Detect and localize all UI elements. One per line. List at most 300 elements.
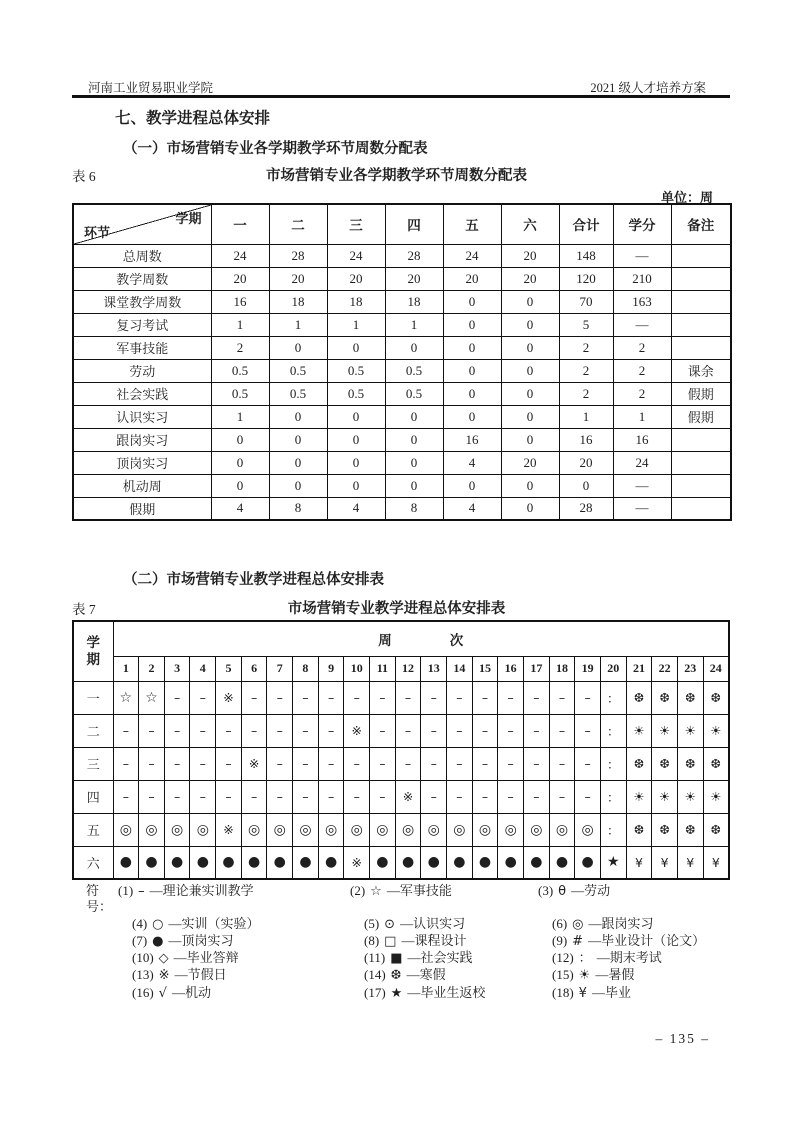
table7-week-cell: – <box>241 780 267 813</box>
table7-week-number: 2 <box>139 656 165 681</box>
table6-cell: 0 <box>327 474 385 497</box>
legend-item-symbol: # <box>572 933 584 949</box>
table7-week-cell: – <box>498 780 524 813</box>
legend-row <box>86 883 734 916</box>
legend-item-symbol: ¥ <box>578 985 587 1001</box>
table7-week-number: 17 <box>524 656 550 681</box>
legend-item-desc: —节假日 <box>174 967 227 983</box>
legend-item-number: (14) <box>364 967 386 983</box>
table6-cell: 0 <box>211 451 269 474</box>
legend-item <box>350 916 538 933</box>
table6-cell: 0 <box>269 428 327 451</box>
table7-week-cell: ❆ <box>703 681 729 714</box>
table6-cell: — <box>613 474 671 497</box>
table7-week-cell: – <box>216 747 242 780</box>
table7-week-cell: – <box>447 681 473 714</box>
table6-cell: 0 <box>501 405 559 428</box>
table7-week-cell: ※ <box>216 681 242 714</box>
legend-item-symbol: ☆ <box>370 884 382 899</box>
table7-semester-row <box>73 681 729 714</box>
table6-row-label: 社会实践 <box>73 382 211 405</box>
table7-week-cell: – <box>344 681 370 714</box>
table7-week-cell: ¥ <box>677 846 703 879</box>
table7-week-number: 10 <box>344 656 370 681</box>
legend-item-desc: —寒假 <box>406 967 446 983</box>
table7-week-cell: ❆ <box>626 813 652 846</box>
table7-week-cell: – <box>395 747 421 780</box>
table6-cell: 4 <box>211 497 269 520</box>
table7-week-cell: – <box>113 747 139 780</box>
table7-week-cell: – <box>549 747 575 780</box>
legend-item-desc: —顶岗实习 <box>168 932 234 948</box>
table7-semester-row <box>73 780 729 813</box>
legend-item-symbol: √ <box>158 985 167 1001</box>
legend-item-desc: —理论兼实训教学 <box>149 883 254 898</box>
table6-cell: 2 <box>613 336 671 359</box>
table7-week-cell: ※ <box>344 714 370 747</box>
legend-prefix <box>86 916 118 933</box>
legend-item-desc: —暑假 <box>595 967 635 983</box>
table7-week-cell: ● <box>370 846 396 879</box>
table6-cell: 0 <box>501 290 559 313</box>
table7-week-number: 12 <box>395 656 421 681</box>
table6-column-header: 五 <box>443 204 501 244</box>
table7-week-number: 5 <box>216 656 242 681</box>
table6-cell: 0 <box>559 474 613 497</box>
table6-cell: 20 <box>501 267 559 290</box>
table6-row-label: 复习考试 <box>73 313 211 336</box>
table7-week-cell: – <box>421 780 447 813</box>
table6-cell: 28 <box>269 244 327 267</box>
table7-week-number: 21 <box>626 656 652 681</box>
table7-week-cell: ¥ <box>626 846 652 879</box>
table7-week-cell: ◎ <box>318 813 344 846</box>
table6-row <box>73 313 731 336</box>
table6-cell: 20 <box>443 267 501 290</box>
legend-row <box>86 916 734 933</box>
table6-cell: 18 <box>327 290 385 313</box>
table7-week-cell: – <box>267 780 293 813</box>
table7-week-cell: – <box>498 747 524 780</box>
legend-item-symbol: ★ <box>390 985 403 1001</box>
table6-cell: 0 <box>385 474 443 497</box>
table7-semester-label: 二 <box>73 714 113 747</box>
legend-item-number: (17) <box>364 984 386 1000</box>
table7-week-cell: ☀ <box>677 714 703 747</box>
table7-week-cell: – <box>472 681 498 714</box>
table7-week-cell: ● <box>241 846 267 879</box>
legend-item-number: (16) <box>132 984 154 1000</box>
table6-column-header: 备注 <box>671 204 731 244</box>
legend-item <box>118 985 350 1002</box>
table7-week-number: 16 <box>498 656 524 681</box>
table6-column-header: 二 <box>269 204 327 244</box>
table7-week-cell: – <box>370 747 396 780</box>
legend-item-number: (8) <box>364 932 380 948</box>
table7-week-cell: – <box>267 747 293 780</box>
table6-column-header: 一 <box>211 204 269 244</box>
legend-prefix <box>86 985 118 1002</box>
table6-row-label: 课堂教学周数 <box>73 290 211 313</box>
table6-cell: 0 <box>327 405 385 428</box>
table6-cell: 0 <box>385 405 443 428</box>
table6-cell: 0 <box>443 290 501 313</box>
table7-week-number: 14 <box>447 656 473 681</box>
table6-cell: 2 <box>559 382 613 405</box>
legend-item-number: (5) <box>364 915 380 931</box>
table7-week-cell: – <box>293 681 319 714</box>
legend-item-symbol: ⊙ <box>384 916 396 932</box>
table6-cell: 0.5 <box>269 382 327 405</box>
table6-cell: 20 <box>211 267 269 290</box>
table6-row-label: 认识实习 <box>73 405 211 428</box>
table7-week-cell: – <box>164 747 190 780</box>
table7-week-cell: ● <box>267 846 293 879</box>
table6-cell <box>671 497 731 520</box>
table6-cell: 18 <box>269 290 327 313</box>
table7-week-cell: – <box>293 780 319 813</box>
table7-week-header <box>113 621 729 656</box>
table7-week-cell: – <box>447 780 473 813</box>
table7-week-cell: – <box>113 714 139 747</box>
table6-cell: 2 <box>559 359 613 382</box>
table7-week-cell: ● <box>318 846 344 879</box>
table6-cell: 16 <box>613 428 671 451</box>
table7-week-cell: ❆ <box>626 747 652 780</box>
table6-cell: 0 <box>211 428 269 451</box>
table7-week-cell: – <box>293 714 319 747</box>
table7-week-number: 9 <box>318 656 344 681</box>
table7-week-cell: ※ <box>344 846 370 879</box>
unit-note: 单位：周 <box>660 190 713 205</box>
table7-corner-cell <box>73 621 113 681</box>
table7-week-cell: – <box>267 714 293 747</box>
table7-week-cell: – <box>575 714 601 747</box>
table7-week-cell: ※ <box>216 813 242 846</box>
table6-row-label: 顶岗实习 <box>73 451 211 474</box>
table6-cell: 24 <box>443 244 501 267</box>
table7-week-cell: – <box>549 780 575 813</box>
table6-cell <box>671 290 731 313</box>
table7-week-cell: – <box>190 714 216 747</box>
table7-week-cell: – <box>447 747 473 780</box>
table6-cell: 163 <box>613 290 671 313</box>
table6-cell: 0.5 <box>327 382 385 405</box>
table7-week-cell: – <box>139 714 165 747</box>
table6-cell: 0 <box>443 474 501 497</box>
table6-cell <box>671 313 731 336</box>
table6-cell: 0 <box>501 336 559 359</box>
legend-item-symbol: – <box>138 884 145 899</box>
table7-week-cell: ● <box>139 846 165 879</box>
table7-week-cell: – <box>472 747 498 780</box>
table6-cell: 0 <box>269 451 327 474</box>
table7-week-cell: ☀ <box>626 714 652 747</box>
legend-item-desc: —课程设计 <box>401 932 467 948</box>
table6-cell: 假期 <box>671 405 731 428</box>
table7-week-cell: – <box>344 780 370 813</box>
table6-cell: 8 <box>385 497 443 520</box>
week-header-char-2: 次 <box>449 632 464 648</box>
legend-item-symbol: ○ <box>152 916 164 932</box>
legend-item-number: (7) <box>132 932 148 948</box>
legend-item <box>538 883 734 916</box>
table7-week-cell: – <box>549 714 575 747</box>
legend-item-symbol: θ <box>558 884 567 899</box>
table7-week-cell: ◎ <box>113 813 139 846</box>
table7-semester-label: 一 <box>73 681 113 714</box>
table7-week-cell: – <box>344 747 370 780</box>
table7-week-cell: ☀ <box>652 714 678 747</box>
table6-cell: 0.5 <box>269 359 327 382</box>
table7-week-cell: – <box>524 714 550 747</box>
legend-row <box>86 985 734 1002</box>
table7-week-cell: – <box>164 780 190 813</box>
table7-week-cell: – <box>421 714 447 747</box>
table6-cell: 0 <box>501 497 559 520</box>
table6-cell <box>671 474 731 497</box>
table7-week-cell: ★ <box>600 846 626 879</box>
table7-week-cell: ● <box>164 846 190 879</box>
table7-week-cell: ◎ <box>472 813 498 846</box>
legend-item <box>118 967 350 984</box>
legend-item <box>538 967 734 984</box>
table7-week-cell: ● <box>472 846 498 879</box>
table6-cell: 假期 <box>671 382 731 405</box>
table7-week-cell: – <box>318 681 344 714</box>
table7-week-number-row <box>73 656 729 681</box>
table7-week-cell: ◎ <box>139 813 165 846</box>
table6-cell: 24 <box>211 244 269 267</box>
table7-week-cell: ● <box>524 846 550 879</box>
table7-week-cell: ● <box>421 846 447 879</box>
table7-week-cell: ◎ <box>421 813 447 846</box>
table7-week-cell: – <box>575 780 601 813</box>
table6-cell: 20 <box>559 451 613 474</box>
legend-item-number: (13) <box>132 967 154 983</box>
table6-cell: 0 <box>269 405 327 428</box>
table7-week-cell: – <box>370 780 396 813</box>
table7-week-cell: – <box>549 681 575 714</box>
table6-cell: 2 <box>211 336 269 359</box>
table6-cell: 0 <box>443 336 501 359</box>
table6-cell: 0 <box>269 474 327 497</box>
table7-week-cell: – <box>498 681 524 714</box>
table6-cell: 16 <box>211 290 269 313</box>
table7-week-number: 24 <box>703 656 729 681</box>
table6-column-header: 六 <box>501 204 559 244</box>
table7-week-cell: ： <box>600 681 626 714</box>
table7-label: 表 7 <box>72 602 96 617</box>
table7-week-cell: ◎ <box>241 813 267 846</box>
legend-item-number: (10) <box>132 950 154 966</box>
legend-item <box>350 950 538 967</box>
table6-column-header: 学分 <box>613 204 671 244</box>
table7-week-cell: ● <box>498 846 524 879</box>
table7-week-cell: – <box>472 714 498 747</box>
table6-cell: 0 <box>443 359 501 382</box>
table7-week-cell: ◎ <box>267 813 293 846</box>
table6-cell: 课余 <box>671 359 731 382</box>
table6-cell: 4 <box>443 497 501 520</box>
legend-item-number: (9) <box>552 932 568 948</box>
table7-week-cell: ◎ <box>498 813 524 846</box>
table7-week-cell: – <box>472 780 498 813</box>
table7-week-cell: – <box>216 780 242 813</box>
table6-cell: 1 <box>327 313 385 336</box>
table6-cell: 28 <box>385 244 443 267</box>
legend-item-desc: —跟岗实习 <box>588 915 654 931</box>
table6-title: 市场营销专业各学期教学环节周数分配表 <box>266 168 527 184</box>
table7-semester-row <box>73 747 729 780</box>
table7-week-cell: – <box>139 747 165 780</box>
table6-cell: 16 <box>443 428 501 451</box>
legend-item-desc: —军事技能 <box>386 883 452 898</box>
corner-label-stage: 环节 <box>84 224 111 240</box>
table6-row-label: 假期 <box>73 497 211 520</box>
table6-cell: 28 <box>559 497 613 520</box>
legend-item <box>538 916 734 933</box>
table7-week-cell: – <box>524 681 550 714</box>
table6-cell: 20 <box>269 267 327 290</box>
table7-caption-row <box>0 597 793 618</box>
table7-week-cell: ❆ <box>677 813 703 846</box>
table7-header-row-1 <box>73 621 729 656</box>
table7-week-number: 7 <box>267 656 293 681</box>
table6-cell: 0.5 <box>385 382 443 405</box>
table7-week-number: 1 <box>113 656 139 681</box>
table6-label: 表 6 <box>72 169 96 184</box>
table6-cell: 120 <box>559 267 613 290</box>
table6-cell: 0 <box>327 336 385 359</box>
table6-cell: 0 <box>501 359 559 382</box>
table7-week-cell: ❆ <box>677 681 703 714</box>
legend-item-desc: —实训（实验） <box>168 915 260 931</box>
table6-cell: 20 <box>501 244 559 267</box>
table7-week-cell: – <box>575 681 601 714</box>
legend-item-number: (18) <box>552 984 574 1000</box>
table7-week-cell: – <box>139 780 165 813</box>
table7-week-cell: ● <box>113 846 139 879</box>
legend-prefix <box>86 950 118 967</box>
table6-cell: 20 <box>327 267 385 290</box>
table7-week-cell: ☆ <box>139 681 165 714</box>
table7-week-number: 13 <box>421 656 447 681</box>
table6-cell <box>671 451 731 474</box>
table6-cell: 20 <box>501 451 559 474</box>
table6-row <box>73 267 731 290</box>
legend-row <box>86 950 734 967</box>
table7-week-cell: ： <box>600 747 626 780</box>
table7-week-cell: ❆ <box>626 681 652 714</box>
header-program-name: 2021 级人才培养方案 <box>590 81 706 95</box>
table6-cell: 0 <box>385 428 443 451</box>
legend-prefix: 符号： <box>86 883 113 915</box>
table6-cell: 18 <box>385 290 443 313</box>
table7-week-cell: ¥ <box>652 846 678 879</box>
table7-week-cell: – <box>421 747 447 780</box>
legend-item-symbol: ● <box>152 933 164 949</box>
table7-week-cell: ☀ <box>703 780 729 813</box>
subsection-2-title: （二）市场营销专业教学进程总体安排表 <box>123 572 384 588</box>
table7-week-cell: – <box>190 681 216 714</box>
table7-title: 市场营销专业教学进程总体安排表 <box>287 601 506 617</box>
table6-cell: 0 <box>501 474 559 497</box>
table6-cell: 0 <box>327 428 385 451</box>
table6-row-label: 军事技能 <box>73 336 211 359</box>
table6-row <box>73 382 731 405</box>
table7-week-cell: ● <box>575 846 601 879</box>
table6-cell: 0.5 <box>327 359 385 382</box>
table6-cell: 0 <box>211 474 269 497</box>
table6-corner-cell <box>73 204 211 244</box>
legend-item-desc: —社会实践 <box>407 950 473 966</box>
corner-char-semester-2: 期 <box>86 652 100 668</box>
legend-item-number: (1) <box>118 883 134 898</box>
table6-cell: 1 <box>269 313 327 336</box>
corner-label-semester: 学期 <box>175 211 202 226</box>
table7-week-cell: ❆ <box>677 747 703 780</box>
table7-week-cell: ※ <box>395 780 421 813</box>
table6-row <box>73 405 731 428</box>
table7-week-cell: – <box>164 714 190 747</box>
table7-week-cell: ※ <box>241 747 267 780</box>
table7-week-cell: ◎ <box>395 813 421 846</box>
table6-cell <box>671 428 731 451</box>
table7-week-cell: ☀ <box>626 780 652 813</box>
table7-week-number: 3 <box>164 656 190 681</box>
table7-week-cell: – <box>421 681 447 714</box>
legend-prefix <box>86 933 118 950</box>
table6-row <box>73 451 731 474</box>
legend-item-number: (2) <box>350 883 366 898</box>
legend-item-desc: —毕业生返校 <box>407 984 486 1000</box>
table6-cell: 20 <box>385 267 443 290</box>
legend-item-symbol: ： <box>578 951 592 967</box>
legend-item-desc: —期末考试 <box>596 950 662 966</box>
table7-week-cell: – <box>370 681 396 714</box>
table7-week-cell: ❆ <box>703 747 729 780</box>
table6-cell: 24 <box>613 451 671 474</box>
table6-cell: 0 <box>385 451 443 474</box>
table6-row <box>73 428 731 451</box>
table7-week-cell: ◎ <box>575 813 601 846</box>
table7-semester-row <box>73 846 729 879</box>
table6-cell: 16 <box>559 428 613 451</box>
table6-column-header: 合计 <box>559 204 613 244</box>
table6-cell: — <box>613 244 671 267</box>
table6-column-header: 四 <box>385 204 443 244</box>
table6-column-header: 三 <box>327 204 385 244</box>
table7-week-cell: ☆ <box>113 681 139 714</box>
table7-week-cell: ☀ <box>652 780 678 813</box>
legend-item-number: (4) <box>132 915 148 931</box>
table7-week-cell: – <box>216 714 242 747</box>
table6-cell: 0 <box>269 336 327 359</box>
section-title: 七、教学进程总体安排 <box>115 110 271 127</box>
table6-cell: 210 <box>613 267 671 290</box>
legend-prefix <box>86 967 118 984</box>
legend-item <box>350 985 538 1002</box>
table6-row-label: 跟岗实习 <box>73 428 211 451</box>
legend-row <box>86 967 734 984</box>
table7-week-number: 6 <box>241 656 267 681</box>
table7-week-number: 22 <box>652 656 678 681</box>
legend-item <box>118 933 350 950</box>
table6-caption-row <box>0 164 793 185</box>
page-number: – 135 – <box>655 1031 710 1046</box>
legend-item <box>538 950 734 967</box>
